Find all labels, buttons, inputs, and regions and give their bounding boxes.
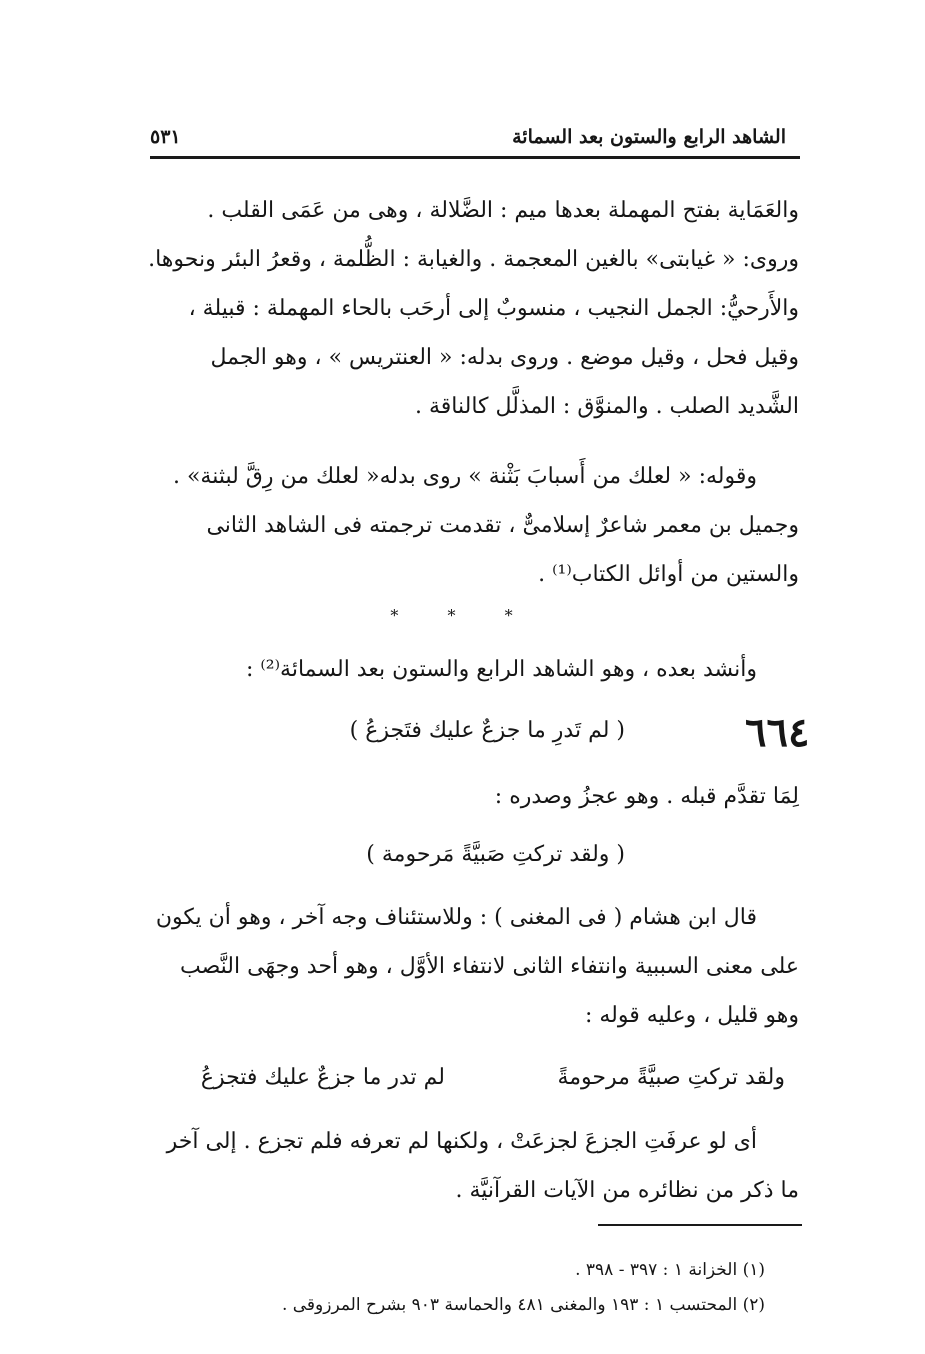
- text-line: على معنى السببية وانتفاء الثانى لانتفاء الأوَّل ، وهو أحد وجهَى النَّصب: [179, 954, 799, 979]
- text-line: قال ابن هشام ( فى المغنى ) : وللاستئناف وجه آخر ، وهو أن يكون: [155, 905, 757, 930]
- couplet-second-hemistich: لم تدر ما جزعٌ عليك فتجزعُ: [200, 1065, 445, 1090]
- running-header: [150, 120, 800, 159]
- text-line: والأَرحيُّ: الجمل النجيب ، منسوبٌ إلى أرحَب بالحاء المهملة : قبيلة ،: [188, 296, 799, 321]
- text-line: وهو قليل ، وعليه قوله :: [584, 1003, 799, 1028]
- couplet-first-hemistich: ولقد تركتِ صبيَّةً مرحومةً: [557, 1065, 785, 1090]
- text-line: أى لو عرفَتِ الجزعَ لجزعَتْ ، ولكنها لم تعرفه فلم تجزع . إلى آخر: [166, 1129, 757, 1154]
- text-line: والستين من أوائل الكتاب⁽¹⁾ .: [538, 562, 799, 587]
- page-number: ٥٣١: [150, 126, 181, 148]
- text-line: وروى: « غيابتى» بالغين المعجمة . والغيابة : الظُّلمة ، وقعرُ البئر ونحوها.: [148, 247, 799, 272]
- header-title: الشاهد الرابع والستون بعد السمائة: [512, 126, 786, 148]
- poem-number: ٦٦٤: [745, 709, 810, 756]
- section-divider: * * *: [390, 606, 535, 625]
- text-line: وقوله: « لعلك من أَسبابَ بَثْنة » روى بدله« لعلك من رِقَّ لبثنة» .: [172, 464, 757, 489]
- verse-line: ( ولقد تركتِ صَبيَّةً مَرحومة ): [366, 842, 625, 867]
- verse-line: ( لم تَدرِ ما جزعٌ عليك فتَجزعُ ): [349, 718, 625, 743]
- footnote: (٢) المحتسب ١ : ١٩٣ والمغنى ٤٨١ والحماسة ٩٠٣ بشرح المرزوقى .: [281, 1295, 765, 1315]
- text-line: الشَّديد الصلب . والمنوَّق : المذلَّل كالناقة .: [414, 394, 799, 419]
- text-line: وقيل فحل ، وقيل موضع . وروى بدله: « العنتريس » ، وهو الجمل: [210, 345, 799, 370]
- text-line: وجميل بن معمر شاعرٌ إسلامىٌّ ، تقدمت ترجمته فى الشاهد الثانى: [206, 513, 799, 538]
- footnote: (١) الخزانة ١ : ٣٩٧ - ٣٩٨ .: [575, 1260, 765, 1280]
- text-line: لِمَا تقدَّم قبله . وهو عجزُ وصدره :: [494, 784, 799, 809]
- footnote-divider: [598, 1224, 802, 1226]
- text-line: ما ذكر من نظائره من الآيات القرآنيَّة .: [455, 1178, 799, 1203]
- text-line: والعَمَاية بفتح المهملة بعدها ميم : الضَّلالة ، وهى من عَمَى القلب .: [207, 198, 799, 223]
- intro-line: وأنشد بعده ، وهو الشاهد الرابع والستون بعد السمائة⁽²⁾ :: [245, 657, 757, 682]
